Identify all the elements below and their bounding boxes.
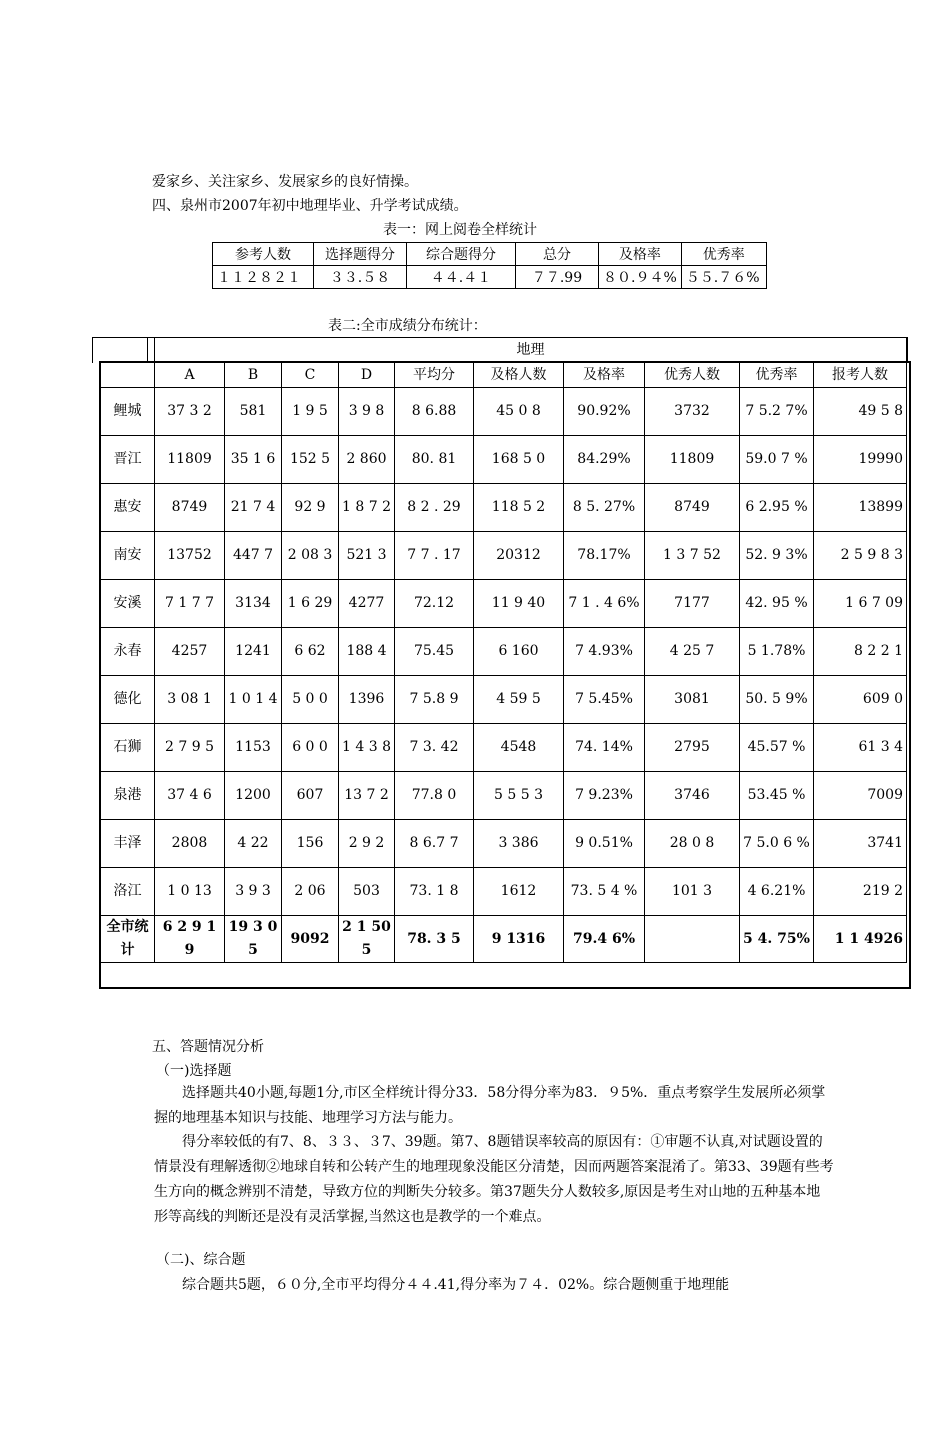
table2-value-cell: 8 6.88: [395, 388, 474, 436]
table2-value-cell: 61 3 4: [814, 724, 907, 772]
table2-header-row: [101, 363, 907, 388]
table2-region-cell: 惠安: [101, 484, 155, 532]
table1-caption: 表一：网上阅卷全样统计: [383, 222, 537, 238]
table1-value-cell: ７７.99: [516, 266, 599, 289]
table2-value-cell: 3732: [645, 388, 740, 436]
table2-data-row: [101, 772, 907, 820]
table2-header-cell: 平均分: [395, 363, 474, 388]
table2-value-cell: 7 5.45%: [564, 676, 645, 724]
table1-header-row: [213, 243, 767, 266]
table2-header-cell: 优秀率: [740, 363, 814, 388]
table2-region-cell: 洛江: [101, 868, 155, 916]
table2-value-cell: 20312: [474, 532, 564, 580]
table2-value-cell: 9092: [282, 916, 339, 963]
table2-value-cell: 37 4 6: [155, 772, 225, 820]
table2-top-frame: [92, 337, 908, 363]
table2-value-cell: 8749: [155, 484, 225, 532]
table2-value-cell: 3134: [225, 580, 282, 628]
table1-header-cell: 参考人数: [213, 243, 314, 266]
table2-data-row: [101, 820, 907, 868]
table2-value-cell: 3 08 1: [155, 676, 225, 724]
subsection-2-title: （二)、综合题: [156, 1252, 246, 1268]
table2-value-cell: 53.45 %: [740, 772, 814, 820]
table2-value-cell: 8 5. 27%: [564, 484, 645, 532]
table2-value-cell: 2 9 2: [339, 820, 395, 868]
table2-region-cell: 全市统计: [101, 916, 155, 963]
table2-data-row: [101, 628, 907, 676]
subsection-1-paragraph-2: 得分率较低的有7、8、３３、３7、39题。第7、8题错误率较高的原因有：①审题不认真,对试题设置的情景没有理解透彻②地球自转和公转产生的地理现象没能区分清楚，因而两题答案混淆了。第33、39题有些考生方向的概念辨别不清楚，导致方位的判断失分较多。第37题失分人数较多,原因是考生对山地的五种基本地形等高线的判断还是没有灵活掌握,当然这也是教学的一个难点。: [154, 1134, 834, 1225]
table2-value-cell: 2 860: [339, 436, 395, 484]
table2-value-cell: 2 1 505: [339, 916, 395, 963]
table2-value-cell: 6 62: [282, 628, 339, 676]
table2-value-cell: 45 0 8: [474, 388, 564, 436]
table2-region-cell: 鲤城: [101, 388, 155, 436]
table2-header-cell: B: [225, 363, 282, 388]
table2-value-cell: 168 5 0: [474, 436, 564, 484]
table2-value-cell: 1 4 3 8: [339, 724, 395, 772]
table2-data-row: [101, 676, 907, 724]
table2-city-distribution: [100, 337, 907, 963]
table2-caption: 表二:全市成绩分布统计：: [328, 318, 487, 334]
table1-value-cell: ８０.９４%: [599, 266, 682, 289]
table2-value-cell: 2 06: [282, 868, 339, 916]
table2-region-cell: 永春: [101, 628, 155, 676]
table2-value-cell: 521 3: [339, 532, 395, 580]
table2-value-cell: 13 7 2: [339, 772, 395, 820]
table2-value-cell: 1 0 13: [155, 868, 225, 916]
subsection-2-paragraph-1: 综合题共5题，６０分,全市平均得分４４.41,得分率为７４．02%。综合题侧重于地理能: [182, 1277, 730, 1293]
table2-value-cell: 8 6.7 7: [395, 820, 474, 868]
table2-value-cell: 3 9 3: [225, 868, 282, 916]
table2-value-cell: 72.12: [395, 580, 474, 628]
table2-value-cell: 2795: [645, 724, 740, 772]
table2-value-cell: 73. 5 4 %: [564, 868, 645, 916]
table2-value-cell: 5 1.78%: [740, 628, 814, 676]
table2-value-cell: 156: [282, 820, 339, 868]
table2-value-cell: 21 7 4: [225, 484, 282, 532]
table2-value-cell: 1 0 1 4: [225, 676, 282, 724]
table2-data-row: [101, 532, 907, 580]
table2-value-cell: 45.57 %: [740, 724, 814, 772]
table2-value-cell: 1396: [339, 676, 395, 724]
table2-value-cell: 1200: [225, 772, 282, 820]
table2-data-row: [101, 868, 907, 916]
table2-value-cell: 19990: [814, 436, 907, 484]
table2-value-cell: 42. 95 %: [740, 580, 814, 628]
table2-subject-cell: 地理: [155, 338, 907, 363]
table2-value-cell: 73. 1 8: [395, 868, 474, 916]
table2-value-cell: 11809: [155, 436, 225, 484]
table2-value-cell: 75.45: [395, 628, 474, 676]
table2-value-cell: 2 5 9 8 3: [814, 532, 907, 580]
table2-value-cell: 13752: [155, 532, 225, 580]
table2-header-cell: A: [155, 363, 225, 388]
table1-header-cell: 选择题得分: [314, 243, 407, 266]
subsection-1-title: （一)选择题: [156, 1063, 232, 1079]
table2-region-cell: 安溪: [101, 580, 155, 628]
table2-value-cell: 581: [225, 388, 282, 436]
table2-header-cell: 优秀人数: [645, 363, 740, 388]
table2-data-row: [101, 580, 907, 628]
table2-value-cell: 7 1 7 7: [155, 580, 225, 628]
table2-value-cell: 1 9 5: [282, 388, 339, 436]
table2-header-cell: C: [282, 363, 339, 388]
table2-value-cell: 447 7: [225, 532, 282, 580]
table2-value-cell: 80. 81: [395, 436, 474, 484]
table2-value-cell: 118 5 2: [474, 484, 564, 532]
table2-value-cell: 4 22: [225, 820, 282, 868]
table2-value-cell: 92 9: [282, 484, 339, 532]
table2-value-cell: 7 5.0 6 %: [740, 820, 814, 868]
table2-total-row: [101, 916, 907, 963]
table1-value-cell: ４４.４１: [407, 266, 516, 289]
table2-value-cell: 79.4 6%: [564, 916, 645, 963]
table2-value-cell: 101 3: [645, 868, 740, 916]
table2-value-cell: 6 0 0: [282, 724, 339, 772]
table2-value-cell: 4 25 7: [645, 628, 740, 676]
table2-value-cell: 7 4.93%: [564, 628, 645, 676]
table2-region-cell: 泉港: [101, 772, 155, 820]
table2-region-cell: 德化: [101, 676, 155, 724]
table1-header-cell: 总分: [516, 243, 599, 266]
table2-region-cell: 丰泽: [101, 820, 155, 868]
table2-value-cell: 1 6 7 09: [814, 580, 907, 628]
table2-value-cell: 84.29%: [564, 436, 645, 484]
table2-value-cell: 5 0 0: [282, 676, 339, 724]
table2-value-cell: 3741: [814, 820, 907, 868]
table2-value-cell: 7 1 . 4 6%: [564, 580, 645, 628]
table2-value-cell: 9 0.51%: [564, 820, 645, 868]
table1-sample-stats: [212, 242, 767, 289]
table2-value-cell: 4 6.21%: [740, 868, 814, 916]
table2-value-cell: 59.0 7 %: [740, 436, 814, 484]
table2-value-cell: 2 08 3: [282, 532, 339, 580]
table2-value-cell: 78. 3 5: [395, 916, 474, 963]
table1-header-cell: 综合题得分: [407, 243, 516, 266]
table2-value-cell: 74. 14%: [564, 724, 645, 772]
table2-value-cell: 78.17%: [564, 532, 645, 580]
table2-value-cell: 77.8 0: [395, 772, 474, 820]
table2-value-cell: 7 7 . 17: [395, 532, 474, 580]
table2-value-cell: 503: [339, 868, 395, 916]
table2-value-cell: 4277: [339, 580, 395, 628]
table2-value-cell: 1 3 7 52: [645, 532, 740, 580]
table2-header-blank: [101, 363, 155, 388]
table2-value-cell: 4548: [474, 724, 564, 772]
table1-value-cell: ５５.７６%: [681, 266, 766, 289]
table2-value-cell: 188 4: [339, 628, 395, 676]
table2-data-row: [101, 388, 907, 436]
table2-value-cell: 5 5 5 3: [474, 772, 564, 820]
table2-value-cell: 1612: [474, 868, 564, 916]
table2-value-cell: 6 2.95 %: [740, 484, 814, 532]
table2-value-cell: 11 9 40: [474, 580, 564, 628]
table2-value-cell: 1 8 7 2: [339, 484, 395, 532]
table2-value-cell: 13899: [814, 484, 907, 532]
table2-value-cell: 609 0: [814, 676, 907, 724]
table2-value-cell: 49 5 8: [814, 388, 907, 436]
table2-value-cell: 7009: [814, 772, 907, 820]
section-4-title: 四、泉州市2007年初中地理毕业、升学考试成绩。: [152, 198, 468, 214]
table2-value-cell: 8749: [645, 484, 740, 532]
table2-value-cell: 1 6 29: [282, 580, 339, 628]
table2-value-cell: [645, 916, 740, 963]
table2-value-cell: 1241: [225, 628, 282, 676]
table1-value-cell: ３３.５８: [314, 266, 407, 289]
table2-region-cell: 晋江: [101, 436, 155, 484]
table2-value-cell: 6 160: [474, 628, 564, 676]
table2-value-cell: 35 1 6: [225, 436, 282, 484]
table2-value-cell: 7 3. 42: [395, 724, 474, 772]
table2-value-cell: 9 1316: [474, 916, 564, 963]
table2-value-cell: 28 0 8: [645, 820, 740, 868]
table2-value-cell: 7177: [645, 580, 740, 628]
table2-value-cell: 37 3 2: [155, 388, 225, 436]
table2-value-cell: 2808: [155, 820, 225, 868]
table2-header-cell: 报考人数: [814, 363, 907, 388]
table2-value-cell: 7 5.2 7%: [740, 388, 814, 436]
table2-value-cell: 90.92%: [564, 388, 645, 436]
table2-value-cell: 8 2 2 1: [814, 628, 907, 676]
table2-value-cell: 4257: [155, 628, 225, 676]
table2-header-cell: D: [339, 363, 395, 388]
table2-value-cell: 6 2 9 19: [155, 916, 225, 963]
table2-header-cell: 及格人数: [474, 363, 564, 388]
table2-value-cell: 607: [282, 772, 339, 820]
intro-line: 爱家乡、关注家乡、发展家乡的良好情操。: [152, 174, 418, 190]
table2-data-row: [101, 436, 907, 484]
table2-value-cell: 3081: [645, 676, 740, 724]
section-5-title: 五、答题情况分析: [152, 1039, 264, 1055]
table1-value-row: [213, 266, 767, 289]
table2-value-cell: 5 4. 75%: [740, 916, 814, 963]
table2-data-row: [101, 484, 907, 532]
table2-value-cell: 7 5.8 9: [395, 676, 474, 724]
table2-value-cell: 11809: [645, 436, 740, 484]
table2-value-cell: 52. 9 3%: [740, 532, 814, 580]
table1-header-cell: 优秀率: [681, 243, 766, 266]
table2-region-cell: 石狮: [101, 724, 155, 772]
table2-data-row: [101, 724, 907, 772]
table2-value-cell: 3 386: [474, 820, 564, 868]
table2-value-cell: 7 9.23%: [564, 772, 645, 820]
table2-value-cell: 19 3 0 5: [225, 916, 282, 963]
table2-value-cell: 4 59 5: [474, 676, 564, 724]
table1-value-cell: １１２８２１: [213, 266, 314, 289]
table2-value-cell: 8 2 . 29: [395, 484, 474, 532]
table2-value-cell: 1 1 4926: [814, 916, 907, 963]
table2-value-cell: 152 5: [282, 436, 339, 484]
table1-header-cell: 及格率: [599, 243, 682, 266]
table2-region-cell: 南安: [101, 532, 155, 580]
table2-value-cell: 2 7 9 5: [155, 724, 225, 772]
subsection-1-paragraph-1: 选择题共40小题,每题1分,市区全样统计得分33．58分得分率为83．９5%．重点考察学生发展所必须掌握的地理基本知识与技能、地理学习方法与能力。: [154, 1085, 826, 1126]
table2-value-cell: 50. 5 9%: [740, 676, 814, 724]
table2-value-cell: 219 2: [814, 868, 907, 916]
table2-value-cell: 3746: [645, 772, 740, 820]
table2-value-cell: 1153: [225, 724, 282, 772]
table2-header-cell: 及格率: [564, 363, 645, 388]
table2-value-cell: 3 9 8: [339, 388, 395, 436]
